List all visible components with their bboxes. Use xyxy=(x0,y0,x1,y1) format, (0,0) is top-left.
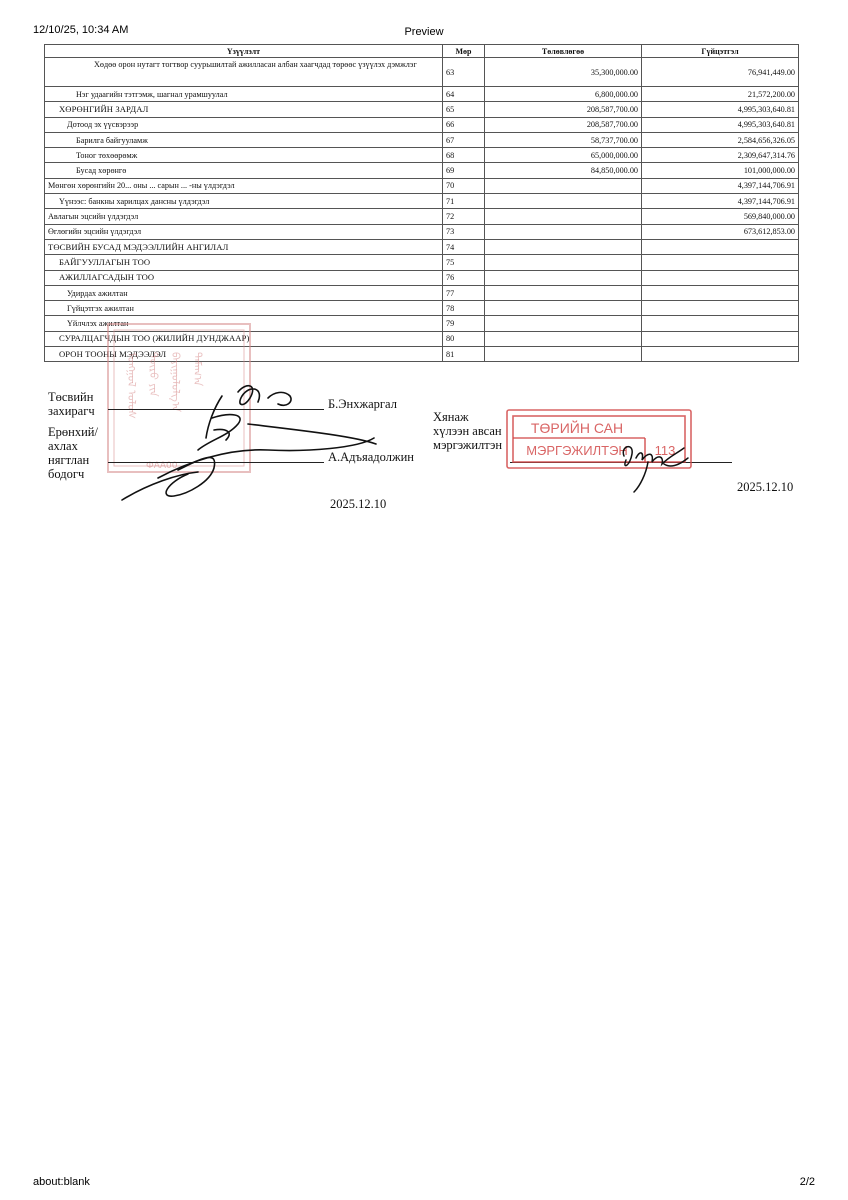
column-header-row-code: Мөр xyxy=(443,45,485,58)
table-row xyxy=(45,270,799,285)
row-label: Мөнгөн хөрөнгийн 20... оны ... сарын ... -ны үлдэгдэл xyxy=(45,178,443,193)
manager-name: Б.Энхжаргал xyxy=(328,397,397,411)
row-label: Нэг удаагийн тэтгэмж, шагнал урамшуулал xyxy=(45,87,443,102)
row-code: 81 xyxy=(443,347,485,362)
row-code: 68 xyxy=(443,148,485,163)
row-label: БАЙГУУЛЛАГЫН ТОО xyxy=(45,255,443,270)
row-actual: 4,397,144,706.91 xyxy=(642,194,799,209)
row-plan xyxy=(485,255,642,270)
reviewer-title: Хянаж хүлээн авсан мэргэжилтэн xyxy=(433,410,503,452)
row-actual: 4,995,303,640.81 xyxy=(642,102,799,117)
row-plan: 58,737,700.00 xyxy=(485,132,642,147)
row-label: Бусад хөрөнгө xyxy=(45,163,443,178)
stamp-number: 113 xyxy=(654,443,676,458)
row-label: Үйлчлэх ажилтан xyxy=(45,316,443,331)
row-code: 66 xyxy=(443,117,485,132)
table-row xyxy=(45,255,799,270)
row-label: Үүнээс: банкны харилцах дансны үлдэгдэл xyxy=(45,194,443,209)
print-header xyxy=(0,24,848,40)
row-label: Авлагын эцсийн үлдэгдэл xyxy=(45,209,443,224)
date-left: 2025.12.10 xyxy=(330,497,387,511)
table-header-row xyxy=(45,45,799,58)
svg-text:ᠲᠥᠷᠦ ᠶᠢᠨ: ᠲᠥᠷᠦ ᠶᠢᠨ xyxy=(147,352,160,397)
row-plan xyxy=(485,209,642,224)
row-plan: 6,800,000.00 xyxy=(485,87,642,102)
table-row xyxy=(45,178,799,193)
footer-page-number: 2/2 xyxy=(799,1176,815,1188)
row-plan xyxy=(485,270,642,285)
table-row xyxy=(45,285,799,300)
table-row xyxy=(45,58,799,87)
manager-title: Төсвийн захирагч xyxy=(48,390,95,418)
row-plan xyxy=(485,316,642,331)
row-actual xyxy=(642,285,799,300)
row-code: 74 xyxy=(443,239,485,254)
table-row xyxy=(45,224,799,239)
row-actual xyxy=(642,239,799,254)
row-code: 72 xyxy=(443,209,485,224)
row-code: 79 xyxy=(443,316,485,331)
svg-text:ᠮᠣᠩᠭᠣᠯ ᠤᠯᠤᠰ: ᠮᠣᠩᠭᠣᠯ ᠤᠯᠤᠰ xyxy=(125,352,138,419)
row-plan xyxy=(485,331,642,346)
row-code: 69 xyxy=(443,163,485,178)
column-header-actual: Гүйцэтгэл xyxy=(642,45,799,58)
row-plan xyxy=(485,285,642,300)
table-row xyxy=(45,163,799,178)
row-plan: 65,000,000.00 xyxy=(485,148,642,163)
row-actual: 4,995,303,640.81 xyxy=(642,117,799,132)
row-plan: 208,587,700.00 xyxy=(485,102,642,117)
table-row xyxy=(45,194,799,209)
row-actual xyxy=(642,270,799,285)
row-actual: 4,397,144,706.91 xyxy=(642,178,799,193)
reviewer-signature-scribble xyxy=(618,440,698,496)
row-code: 67 xyxy=(443,132,485,147)
table-row xyxy=(45,148,799,163)
accountant-title: Ерөнхий/ ахлах нягтлан бодогч xyxy=(48,425,98,481)
seal-code: ФАА00 xyxy=(146,461,178,471)
row-actual: 21,572,200.00 xyxy=(642,87,799,102)
print-title: Preview xyxy=(404,26,444,38)
row-code: 76 xyxy=(443,270,485,285)
row-plan xyxy=(485,178,642,193)
row-actual: 569,840,000.00 xyxy=(642,209,799,224)
row-label: ОРОН ТООНЫ МЭДЭЭЛЭЛ xyxy=(45,347,443,362)
column-header-plan: Төлөвлөгөө xyxy=(485,45,642,58)
stamp-line1: ТӨРИЙН САН xyxy=(530,420,624,436)
row-code: 70 xyxy=(443,178,485,193)
row-actual xyxy=(642,301,799,316)
row-label: Удирдах ажилтан xyxy=(45,285,443,300)
table-row xyxy=(45,239,799,254)
row-actual: 2,584,656,326.05 xyxy=(642,132,799,147)
row-label: Өглөгийн эцсийн үлдэгдэл xyxy=(45,224,443,239)
row-actual: 2,309,647,314.76 xyxy=(642,148,799,163)
row-label: Гүйцэтгэх ажилтан xyxy=(45,301,443,316)
footer-url: about:blank xyxy=(33,1176,90,1188)
row-code: 75 xyxy=(443,255,485,270)
row-plan: 35,300,000.00 xyxy=(485,58,642,87)
row-plan: 208,587,700.00 xyxy=(485,117,642,132)
row-code: 80 xyxy=(443,331,485,346)
row-actual: 101,000,000.00 xyxy=(642,163,799,178)
column-header-indicator: Үзүүлэлт xyxy=(45,45,443,58)
row-plan xyxy=(485,239,642,254)
row-plan xyxy=(485,347,642,362)
row-code: 71 xyxy=(443,194,485,209)
row-code: 78 xyxy=(443,301,485,316)
report-table-container xyxy=(44,44,798,362)
row-plan xyxy=(485,194,642,209)
row-label: Тоног төхөөрөмж xyxy=(45,148,443,163)
row-plan xyxy=(485,224,642,239)
print-timestamp: 12/10/25, 10:34 AM xyxy=(33,24,129,36)
row-plan xyxy=(485,301,642,316)
signature-scribble xyxy=(118,378,388,508)
row-actual xyxy=(642,347,799,362)
stamp-line2: МЭРГЭЖИЛТЭН xyxy=(526,443,628,458)
svg-text:ᠪᠠᠶᠢᠭᠤᠯᠤᠯᠭ᠎ᠠ: ᠪᠠᠶᠢᠭᠤᠯᠤᠯᠭ᠎ᠠ xyxy=(169,352,182,413)
row-actual xyxy=(642,255,799,270)
table-row xyxy=(45,209,799,224)
row-code: 64 xyxy=(443,87,485,102)
table-row xyxy=(45,117,799,132)
table-row xyxy=(45,301,799,316)
row-label: ХӨРӨНГИЙН ЗАРДАЛ xyxy=(45,102,443,117)
svg-text:ᠲᠠᠮᠠᠭ᠎ᠠ: ᠲᠠᠮᠠᠭ᠎ᠠ xyxy=(191,352,204,387)
row-actual: 673,612,853.00 xyxy=(642,224,799,239)
row-code: 77 xyxy=(443,285,485,300)
row-plan: 84,850,000.00 xyxy=(485,163,642,178)
row-code: 65 xyxy=(443,102,485,117)
row-label: СУРАЛЦАГЧДЫН ТОО (ЖИЛИЙН ДУНДЖААР) xyxy=(45,331,443,346)
table-row xyxy=(45,87,799,102)
row-code: 73 xyxy=(443,224,485,239)
row-label: АЖИЛЛАГСАДЫН ТОО xyxy=(45,270,443,285)
table-row xyxy=(45,132,799,147)
row-label: ТӨСВИЙН БУСАД МЭДЭЭЛЛИЙН АНГИЛАЛ xyxy=(45,239,443,254)
date-right: 2025.12.10 xyxy=(737,480,794,494)
table-row xyxy=(45,102,799,117)
row-label: Дотоод эх үүсвэрээр xyxy=(45,117,443,132)
row-label: Барилга байгууламж xyxy=(45,132,443,147)
print-footer xyxy=(0,1176,848,1192)
report-table xyxy=(44,44,799,362)
row-actual: 76,941,449.00 xyxy=(642,58,799,87)
row-actual xyxy=(642,316,799,331)
row-actual xyxy=(642,331,799,346)
accountant-name: А.Адъяадолжин xyxy=(328,450,414,464)
row-label: Хөдөө орон нутагт тогтвор суурьшилтай ажилласан албан хаагчдад төрөөс үзүүлэх дэмжлэг xyxy=(45,58,443,87)
row-code: 63 xyxy=(443,58,485,87)
